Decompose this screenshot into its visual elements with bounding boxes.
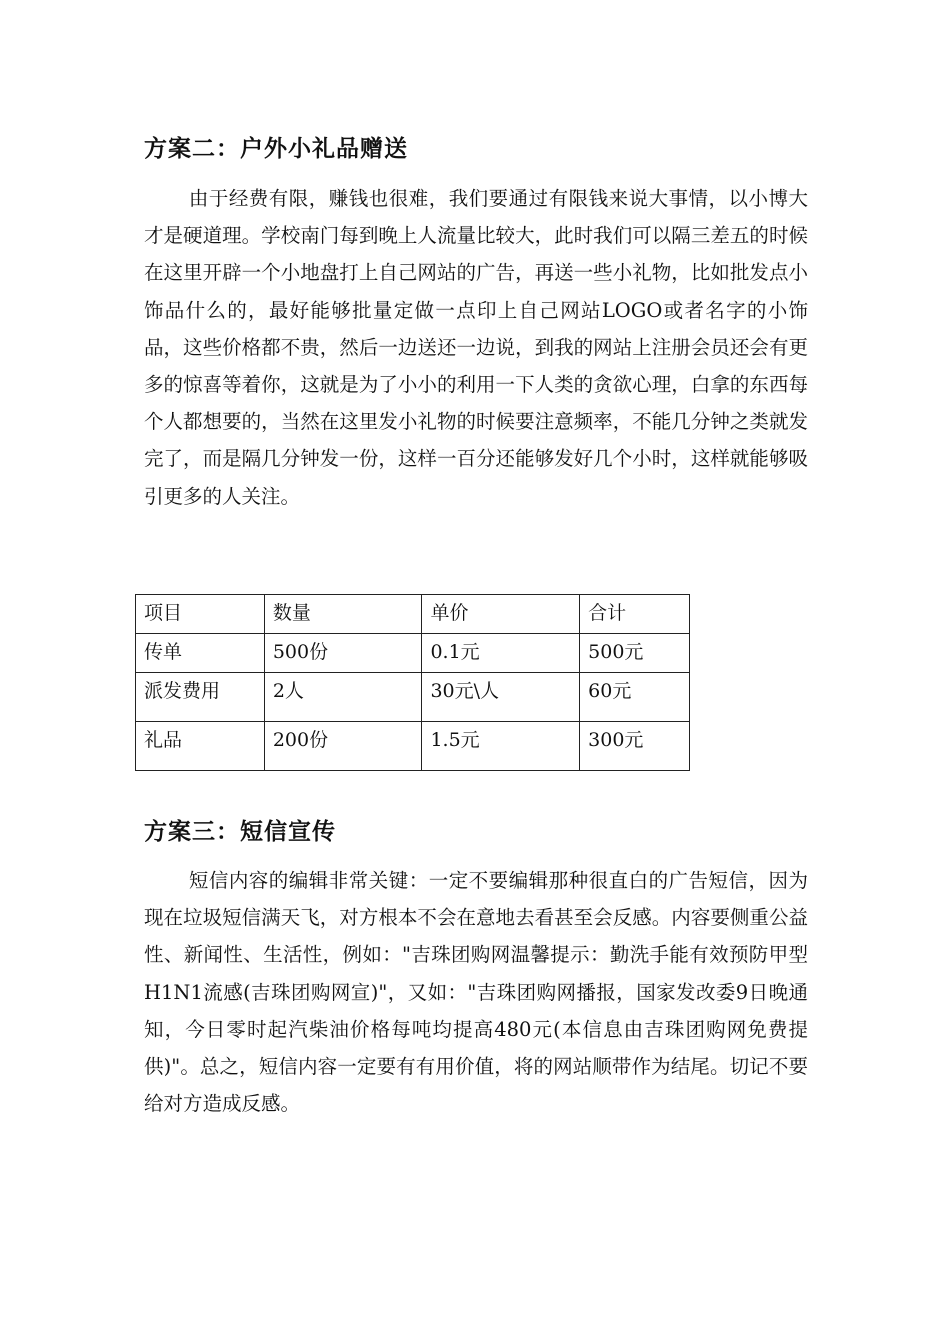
table-cell: 传单: [136, 634, 265, 673]
table-cell: 0.1元: [422, 634, 580, 673]
table-cell: 1.5元: [422, 722, 580, 771]
header-cell-unit-price: 单价: [422, 595, 580, 634]
table-cell: 派发费用: [136, 673, 265, 722]
section-3-title: 方案三：短信宣传: [144, 819, 336, 845]
table-cell: 200份: [264, 722, 422, 771]
section-3-paragraph: 短信内容的编辑非常关键：一定不要编辑那种很直白的广告短信，因为现在垃圾短信满天飞，对方根本不会在意地去看甚至会反感。内容要侧重公益性、新闻性、生活性，例如："吉珠团购网温馨提示：勤洗手能有效预防甲型H1N1流感(吉珠团购网宣)"，又如："吉珠团购网播报，国家发改委9日晚通知，今日零时起汽柴油价格每吨均提高480元(本信息由吉珠团购网免费提供)"。总之，短信内容一定要有有用价值，将的网站顺带作为结尾。切记不要给对方造成反感。: [144, 869, 808, 1116]
section-2-title: 方案二：户外小礼品赠送: [144, 136, 408, 162]
header-cell-total: 合计: [580, 595, 690, 634]
section-2-paragraph: 由于经费有限，赚钱也很难，我们要通过有限钱来说大事情，以小博大才是硬道理。学校南门每到晚上人流量比较大，此时我们可以隔三差五的时候在这里开辟一个小地盘打上自己网站的广告，再送一些小礼物，比如批发点小饰品什么的，最好能够批量定做一点印上自己网站LOGO或者名字的小饰品，这些价格都不贵，然后一边送还一边说，到我的网站上注册会员还会有更多的惊喜等着你，这就是为了小小的利用一下人类的贪欲心理，白拿的东西每个人都想要的，当然在这里发小礼物的时候要注意频率，不能几分钟之类就发完了，而是隔几分钟发一份，这样一百分还能够发好几个小时，这样就能够吸引更多的人关注。: [144, 187, 808, 508]
table-header-row: [136, 595, 690, 634]
budget-table: [135, 594, 690, 771]
table-row: [136, 722, 690, 771]
table-cell: 500份: [264, 634, 422, 673]
table-cell: 30元\人: [422, 673, 580, 722]
table-cell: 60元: [580, 673, 690, 722]
header-cell-quantity: 数量: [264, 595, 422, 634]
table-cell: 500元: [580, 634, 690, 673]
table-cell: 300元: [580, 722, 690, 771]
table-row: [136, 634, 690, 673]
header-cell-item: 项目: [136, 595, 265, 634]
table-cell: 2人: [264, 673, 422, 722]
table-row: [136, 673, 690, 722]
table-cell: 礼品: [136, 722, 265, 771]
